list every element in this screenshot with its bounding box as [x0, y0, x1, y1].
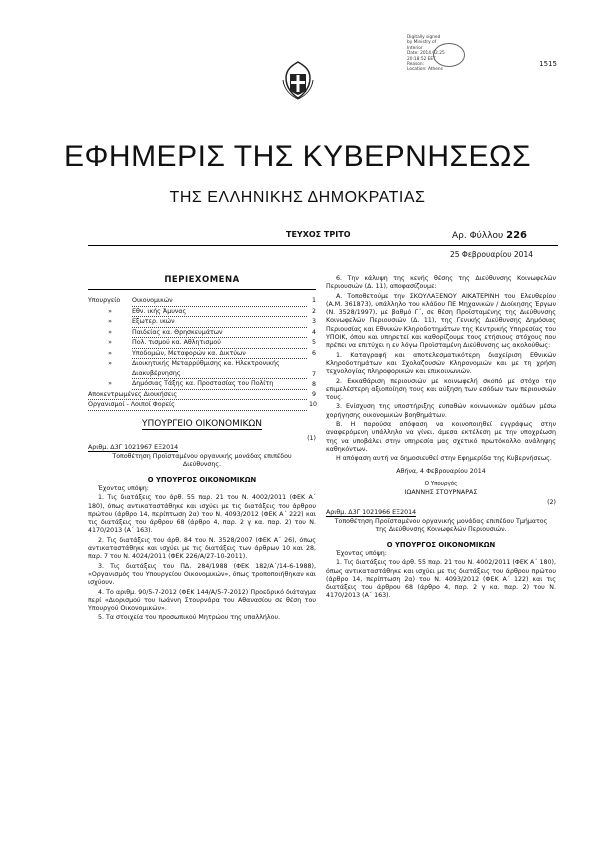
signature-line: Digitally signed: [407, 35, 441, 40]
signature-line: Reason:: [407, 62, 425, 68]
gazette-title: ΕΦΗΜΕΡΙΣ ΤΗΣ ΚΥΒΕΡΝΗΣΕΩΣ: [63, 140, 532, 173]
issue-date: 25 Φεβρουαρίου 2014: [450, 250, 534, 259]
toc-row: [88, 379, 316, 390]
toc-row: [88, 317, 316, 328]
toc-page: 10: [309, 401, 318, 408]
minister-heading: Ο ΥΠΟΥΡΓΟΣ ΟΙΚΟΝΟΜΙΚΩΝ: [147, 475, 257, 484]
toc-row: [88, 390, 316, 401]
paragraph: Β. Η παρούσα απόφαση να κοινοποιηθεί εγγράφως στην αναφερόμενη υπάλληλο να γίνει, άμεσα εκτέλεση με την υποχρέωση της να υποβάλει στην υπηρεσία μας σχετικό πρωτόκολλο ανάληψης καθηκόντων.: [326, 421, 556, 453]
ministry-heading: [88, 419, 316, 429]
signatory-role: Ο Υπουργός: [424, 480, 458, 487]
left-column: [88, 275, 316, 624]
toc-page: 4: [311, 328, 316, 336]
paragraph: 2. Τις διατάξεις του άρθ. 84 του Ν. 3528/2007 (ΦΕΚ Α΄ 26), όπως αντικαταστάθηκε και ισχύει με τις διατάξεις των άρθρων 10 και 28, παρ. 7 του Ν. 4024/2011 (ΦΕΚ 226/Α/27-10-2011).: [88, 536, 316, 561]
toc-item: Πολ. τισμού κα. Αθλητισμού: [132, 338, 307, 349]
signature-line: Location: Athens: [407, 67, 443, 73]
toc-item: Δημόσιας Τάξης κα. Προστασίας του Πολίτη: [132, 379, 307, 390]
paragraph: 1. Τις διατάξεις του άρθ. 55 παρ. 21 του Ν. 4002/2011 (ΦΕΚ Α΄ 180), όπως αντικαταστάθηκε και ισχύει με τις διατάξεις του άρθρου πρώτου (άρθρο 14, περίπτωση 2α) του Ν. 4093/2012 (ΦΕΚ Α΄ 222) και τις διατάξεις του άρθρου 68 (άρθρο 4, παρ. 2 γ κα. παρ. 2) του Ν. 4170/2013 (Α΄ 163).: [88, 494, 316, 535]
decision-number: (1): [307, 434, 316, 442]
objective-item: 3. Ενίσχυση της υποστήριξης ευπαθών κοινωνικών ομάδων μέσω χορήγησης οικονομικών βοηθημάτων.: [326, 403, 556, 419]
objective-item: 1. Καταγραφή και αποτελεσματικότερη διαχείριση Εθνικών Κληροδοτημάτων και Σχολαζουσών Κληρονομιών και με τη χρήση τεχνολογίας πληροφορικών και επικοινωνιών.: [326, 351, 556, 376]
stamp-seal-icon: [433, 43, 465, 67]
place-date: Αθήνα, 4 Φεβρουαρίου 2014: [396, 467, 486, 475]
having-regard: Έχοντας υπόψη:: [98, 484, 149, 492]
decision-reference-text: Αριθμ. Δ3Γ 1021966 ΕΞ2014: [326, 508, 417, 516]
signature-line: Date: 2014.02.25: [407, 51, 445, 57]
digital-signature-stamp: [407, 35, 467, 73]
decision-subject: Τοποθέτηση Προϊσταμένου οργανικής μονάδας επιπέδου Τμήματος της Διεύθυνσης Κοινωφελών Περιουσιών.: [334, 518, 548, 534]
toc-divider: [88, 289, 316, 290]
toc-page: 5: [311, 339, 316, 346]
sheet-number: [452, 230, 527, 241]
right-column: [326, 275, 556, 602]
sheet-number-label: Αρ. Φύλλου: [452, 231, 504, 241]
toc-category: »: [108, 360, 112, 367]
paragraph: 5. Τα στοιχεία του προσωπικού Μητρώου της υπαλλήλου.: [98, 614, 281, 622]
signature-line: Interior: [407, 45, 423, 51]
toc-category: »: [108, 307, 112, 315]
signatory-name: ΙΩΑΝΝΗΣ ΣΤΟΥΡΝΑΡΑΣ: [404, 489, 478, 497]
toc-row: [88, 359, 316, 379]
decision-reference: [326, 509, 556, 517]
having-regard: Έχοντας υπόψη:: [336, 549, 387, 557]
decision-reference-text: Αριθμ. Δ3Γ 1021967 ΕΞ2014: [88, 443, 179, 451]
toc-page: 1: [311, 297, 316, 304]
toc-page: 6: [311, 349, 316, 357]
sheet-number-value: 226: [506, 230, 527, 241]
toc-title: ΠΕΡΙΕΧΟΜΕΝΑ: [164, 275, 240, 285]
ministry-heading-text: ΥΠΟΥΡΓΕΙΟ ΟΙΚΟΝΟΜΙΚΩΝ: [141, 418, 263, 429]
toc-category: Υπουργείο: [88, 297, 121, 304]
publication-order: Η απόφαση αυτή να δημοσιευθεί στην Εφημερίδα της Κυβερνήσεως.: [336, 455, 552, 463]
objective-item: 2. Εκκαθάριση περιουσιών με κοινωφελή σκοπό με στόχο την επιμελέστερη αξιοποίηση τους και αύξηση των εσόδων των περιουσιών τους.: [326, 377, 556, 402]
toc-category: »: [108, 380, 112, 387]
toc-category: »: [108, 328, 112, 336]
issue-series: ΤΕΥΧΟΣ ΤΡΙΤΟ: [286, 230, 351, 239]
toc-page: 7: [311, 370, 316, 378]
toc-row: [88, 338, 316, 349]
decision-subject: Τοποθέτηση Προϊσταμένου οργανικής μονάδας επιπέδου Διεύθυνσης.: [112, 453, 292, 469]
paragraph: 4. Το αριθμ. 90/5-7-2012 (ΦΕΚ 144/Α/5-7-2012) Προεδρικό διάταγμα περί «Διορισμού του Ιωάννη Στουρνάρα του Αθανασίου σε θέση του Υπουργού Οικονομικών».: [88, 588, 316, 613]
toc-category: Αποκεντρωμένες Διοικήσεις: [88, 390, 307, 401]
header-divider: [88, 245, 558, 246]
toc-item: Εθν. ικής Άμυνας: [132, 307, 307, 318]
signature-line: 20:18:52 EET: [407, 56, 436, 62]
toc-row: [88, 328, 316, 339]
paragraph: 6. Την κάλυψη της κενής θέσης της Διεύθυνσης Κοινωφελών Περιουσιών (Δ. 11), αποφασίζουμε:: [326, 275, 556, 291]
toc-page: 3: [311, 318, 316, 325]
gazette-subtitle: ΤΗΣ ΕΛΛΗΝΙΚΗΣ ΔΗΜΟΚΡΑΤΙΑΣ: [169, 189, 426, 206]
toc-item: Παιδείας κα. Θρησκευμάτων: [132, 328, 307, 339]
signature-line: by Ministry of: [407, 40, 437, 46]
coat-of-arms-icon: [281, 60, 315, 100]
toc-page: 9: [311, 390, 316, 398]
paragraph: Α. Τοποθετούμε την ΣΚΟΥΛΑΞΕΝΟΥ ΑΙΚΑΤΕΡΙΝΗ του Ελευθερίου (Α.Μ. 361873), υπάλληλο του κλάδου ΠΕ Μηχανικών / Διοίκησης Έργων (Ν. 3528/1997), με βαθμό Γ΄, σε θέση Προϊσταμένης της Διεύθυνσης Κοινωφελών Περιουσιών (Δ. 11), της Γενικής Διεύθυνσης Δημόσιας Περιουσίας και Εθνικών Κληροδοτημάτων της Κεντρικής Υπηρεσίας του ΥΠΟΙΚ, όπου και υπηρετεί και καθορίζουμε τους ετήσιους στόχους που πρέπει να επιτύχει η εν λόγω Προϊσταμένη Διεύθυνσης ως ακολούθως:: [326, 292, 556, 350]
toc-page: 2: [311, 307, 316, 315]
toc-row: [88, 400, 316, 411]
toc-category: »: [108, 318, 112, 325]
decision-number: (2): [547, 499, 556, 507]
toc-category: »: [108, 339, 112, 346]
page-number: 1515: [539, 60, 557, 68]
minister-heading: Ο ΥΠΟΥΡΓΟΣ ΟΙΚΟΝΟΜΙΚΩΝ: [386, 540, 496, 549]
toc-item: Οικονομικών: [132, 296, 307, 307]
toc-category: Οργανισμοί - Λοιποί Φορείς: [88, 400, 307, 411]
toc-item: Υποδομών, Μεταφορών κα. Δικτύων: [132, 349, 307, 360]
toc-row: [88, 349, 316, 360]
toc-item: Εξωτερ. ικών: [132, 317, 307, 328]
toc-row: [88, 307, 316, 318]
toc-category: »: [108, 349, 112, 357]
toc-page: 8: [311, 381, 316, 388]
paragraph: 1. Τις διατάξεις του άρθ. 55 παρ. 21 του Ν. 4002/2011 (ΦΕΚ Α΄ 180), όπως αντικαταστάθηκε και ισχύει με τις διατάξεις του άρθρου πρώτου (άρθρο 14, περίπτωση 2α) του Ν. 4093/2012 (ΦΕΚ Α΄ 122) και τις διατάξεις του άρθρου 68 (άρθρο 4, παρ. 2 γ κα. παρ. 2) του Ν. 4170/2013 (Α΄ 163).: [326, 559, 556, 600]
decision-reference: [88, 444, 316, 452]
paragraph: 3. Τις διατάξεις του ΠΔ. 284/1988 (ΦΕΚ 182/Α΄/14-6-1988), «Οργανισμός του Υπουργείου Οικονομικών», όπως τροποποιήθηκαν και ισχύουν.: [88, 562, 316, 587]
toc-row: [88, 296, 316, 307]
toc-item: Διοικητικής Μεταρρύθμισης κα. Ηλεκτρονικής Διακυβέρνησης: [132, 359, 307, 379]
